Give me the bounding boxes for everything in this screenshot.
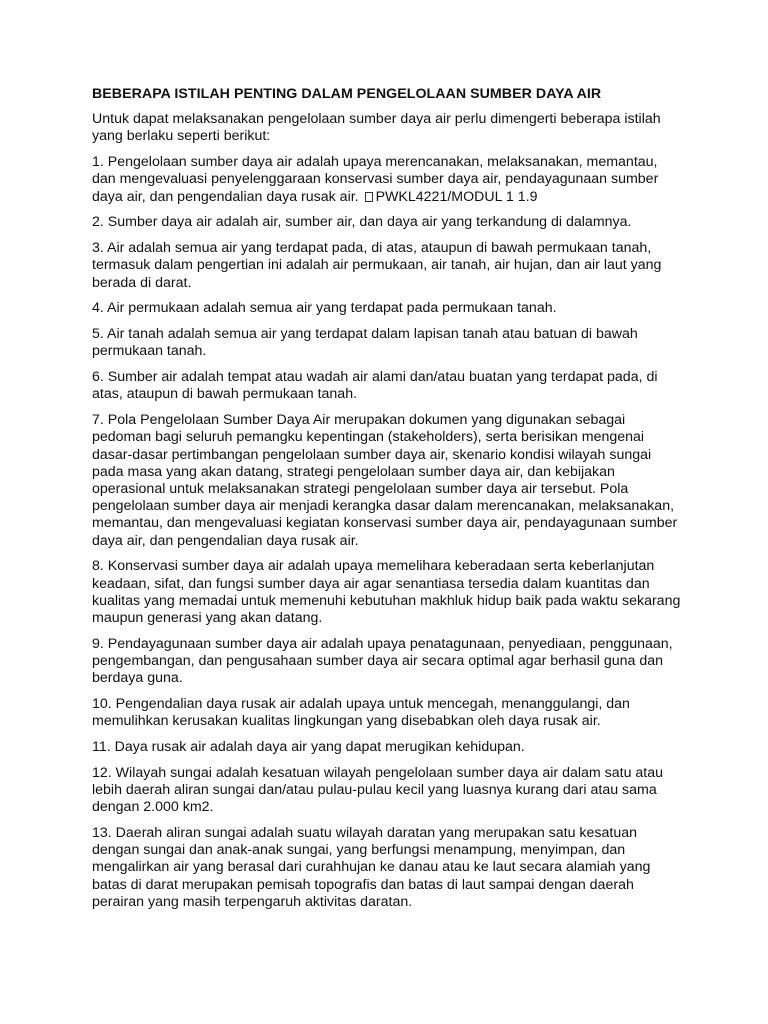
missing-glyph-icon [365,192,373,202]
document-title: BEBERAPA ISTILAH PENTING DALAM PENGELOLAAN SUMBER DAYA AIR [92,86,602,102]
list-item: 10. Pengendalian daya rusak air adalah upaya untuk mencegah, menanggulangi, dan memulihkan kerusakan kualitas lingkungan yang disebabkan oleh daya rusak air. [92,696,630,730]
list-item: 13. Daerah aliran sungai adalah suatu wilayah daratan yang merupakan satu kesatuan dengan sungai dan anak-anak sungai, yang berfungsi menampung, menyimpan, dan mengalirkan air yang berasal dari curahhujan ke danau atau ke laut secara alamiah yang batas di darat merupakan pemisah topografis dan batas di laut sampai dengan daerah perairan yang masih terpengaruh aktivitas daratan. [92,825,651,910]
list-item: 6. Sumber air adalah tempat atau wadah air alami dan/atau buatan yang terdapat pada, di atas, ataupun di bawah permukaan tanah. [92,369,658,403]
list-item: 8. Konservasi sumber daya air adalah upaya memelihara keberadaan serta keberlanjutan keadaan, sifat, dan fungsi sumber daya air agar senantiasa tersedia dalam kuantitas dan kualitas yang memadai untuk memenuhi kebutuhan makhluk hidup baik pada waktu sekarang maupun generasi yang akan datang. [92,558,681,627]
list-item-text: 1. Pengelolaan sumber daya air adalah upaya merencanakan, melaksanakan, memantau, dan mengevaluasi penyelenggaraan konservasi sumber daya air, pendayagunaan sumber daya air, dan pengendalian daya rusak air. [92,154,659,205]
list-item: 4. Air permukaan adalah semua air yang terdapat pada permukaan tanah. [92,300,557,317]
list-item: 5. Air tanah adalah semua air yang terdapat dalam lapisan tanah atau batuan di bawah permukaan tanah. [92,326,638,360]
document-page [92,86,682,920]
list-item [92,154,682,206]
list-item: 7. Pola Pengelolaan Sumber Daya Air merupakan dokumen yang digunakan sebagai pedoman bagi seluruh pemangku kepentingan (stakeholders), serta berisikan mengenai dasar-dasar pertimbangan pengelolaan sumber daya air, skenario kondisi wilayah sungai pada masa yang akan datang, strategi pengelolaan sumber daya air, dan kebijakan operasional untuk melaksanakan strategi pengelolaan sumber daya air tersebut. Pola pengelolaan sumber daya air menjadi kerangka dasar dalam merencanakan, melaksanakan, memantau, dan mengevaluasi kegiatan konservasi sumber daya air, pendayagunaan sumber daya air, dan pengendalian daya rusak air. [92,412,678,549]
list-item: 2. Sumber daya air adalah air, sumber air, dan daya air yang terkandung di dalamnya. [92,214,632,231]
intro-paragraph: Untuk dapat melaksanakan pengelolaan sumber daya air perlu dimengerti beberapa istilah yang berlaku seperti berikut: [92,111,661,145]
list-item: 12. Wilayah sungai adalah kesatuan wilayah pengelolaan sumber daya air dalam satu atau lebih daerah aliran sungai dan/atau pulau-pulau kecil yang luasnya kurang dari atau sama dengan 2.000 km2. [92,764,664,816]
list-item: 11. Daya rusak air adalah daya air yang dapat merugikan kehidupan. [92,739,525,756]
list-item: 3. Air adalah semua air yang terdapat pada, di atas, ataupun di bawah permukaan tanah, termasuk dalam pengertian ini adalah air permukaan, air tanah, air hujan, dan air laut yang berada di darat. [92,240,662,291]
list-item: 9. Pendayagunaan sumber daya air adalah upaya penatagunaan, penyediaan, penggunaan, pengembangan, dan pengusahaan sumber daya air secara optimal agar berhasil guna dan berdaya guna. [92,635,673,687]
list-item-suffix: PWKL4221/MODUL 1 1.9 [375,188,538,205]
